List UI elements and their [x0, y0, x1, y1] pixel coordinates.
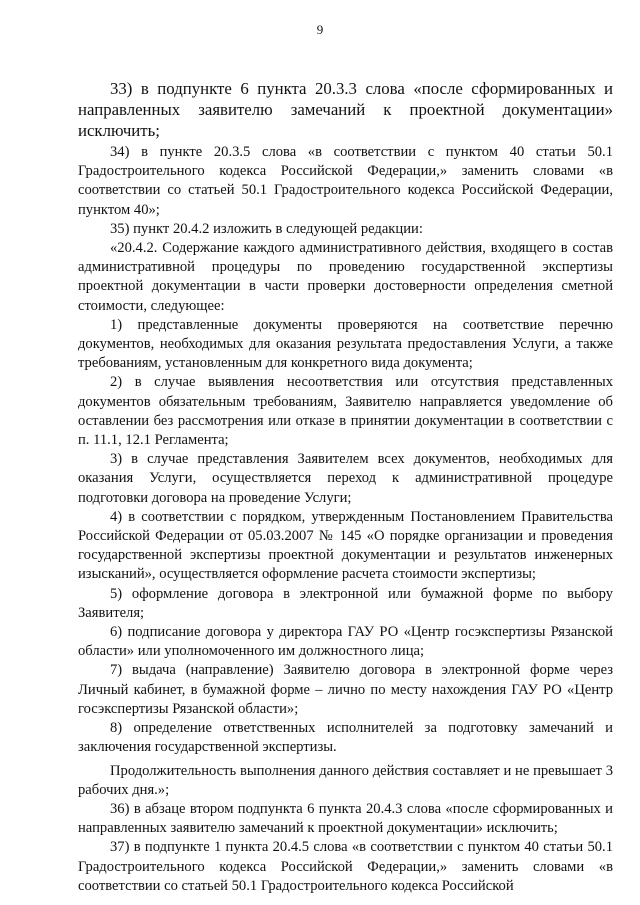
paragraph-subitem-4: 4) в соответствии с порядком, утвержденным Постановлением Правительства Российской Федерации от 05.03.2007 № 145 «О порядке организации и проведения государственной экспертизы проектной документации и результатов инженерных изысканий», осуществляется оформление расчета стоимости экспертизы;: [78, 508, 613, 583]
page-number: 9: [316, 22, 324, 37]
paragraph-item-37: 37) в подпункте 1 пункта 20.4.5 слова «в соответствии с пунктом 40 статьи 50.1 Градостроительного кодекса Российской Федерации,» заменить словами «в соответствии со статьей 50.1 Градостроительного кодекса Российской: [78, 839, 613, 894]
paragraph-item-35: 35) пункт 20.4.2 изложить в следующей редакции:: [110, 220, 423, 237]
paragraph-subitem-1: 1) представленные документы проверяются на соответствие перечню документов, необходимых для оказания результата предоставления Услуги, а также требованиям, установленным для конкретного вида документа;: [78, 316, 613, 372]
paragraph-subitem-7: 7) выдача (направление) Заявителю договора в электронной форме через Личный кабинет, в бумажной форме – лично по месту нахождения ГАУ РО «Центр госэкспертизы Рязанской области»;: [78, 662, 613, 717]
document-body: [78, 78, 613, 896]
paragraph-subitem-8: 8) определение ответственных исполнителей за подготовку замечаний и заключения государственной экспертизы.: [78, 720, 613, 756]
paragraph-quoted-20-4-2: «20.4.2. Содержание каждого административного действия, входящего в состав административной процедуры по проведению государственной экспертизы проектной документации в части проверки достоверности определения сметной стоимости, следующее:: [78, 240, 613, 314]
paragraph-item-33: 33) в подпункте 6 пункта 20.3.3 слова «после сформированных и направленных заявителю замечаний к проектной документации» исключить;: [78, 79, 613, 140]
paragraph-subitem-5: 5) оформление договора в электронной или бумажной форме по выбору Заявителя;: [78, 585, 613, 621]
paragraph-subitem-3: 3) в случае представления Заявителем всех документов, необходимых для оказания Услуги, осуществляется переход к административной процедуре подготовки договора на проведение Услуги;: [78, 451, 613, 506]
paragraph-item-34: 34) в пункте 20.3.5 слова «в соответствии с пунктом 40 статьи 50.1 Градостроительного кодекса Российской Федерации,» заменить словами «в соответствии со статьей 50.1 Градостроительного кодекса Российской Федерации, пунктом 40»;: [78, 144, 613, 218]
paragraph-duration: Продолжительность выполнения данного действия составляет и не превышает 3 рабочих дня.»;: [78, 762, 613, 798]
paragraph-item-36: 36) в абзаце втором подпункта 6 пункта 20.4.3 слова «после сформированных и направленных заявителю замечаний к проектной документации» исключить;: [78, 800, 613, 837]
paragraph-subitem-2: 2) в случае выявления несоответствия или отсутствия представленных документов обязательным требованиям, Заявителю направляется уведомление об оставлении без рассмотрения или отказе в принятии документации в соответствии с п. 11.1, 12.1 Регламента;: [78, 374, 613, 449]
paragraph-subitem-6: 6) подписание договора у директора ГАУ РО «Центр госэкспертизы Рязанской области» или уполномоченного им должностного лица;: [78, 624, 613, 660]
